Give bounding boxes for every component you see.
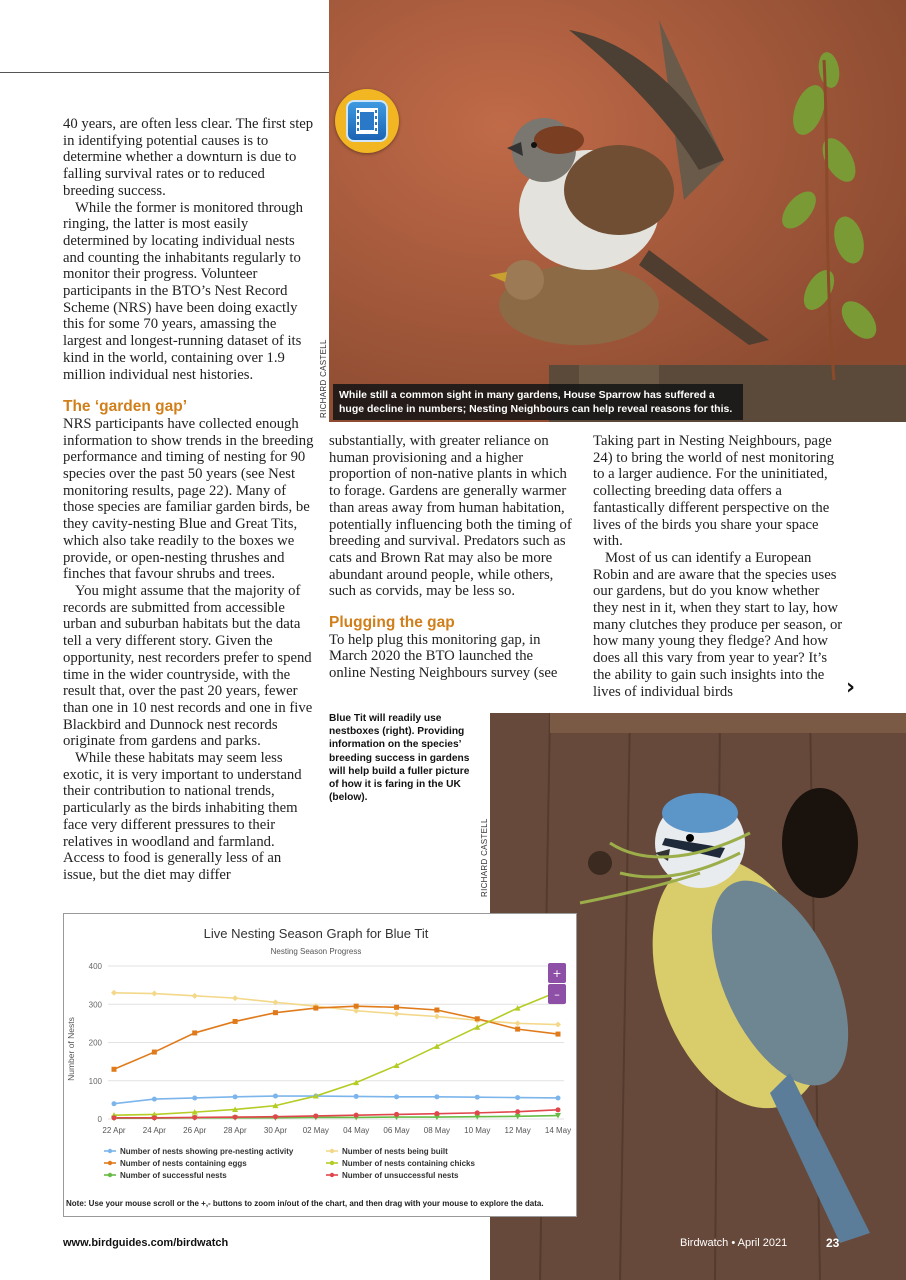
chart-y-tick-label: 0	[97, 1115, 102, 1124]
chart-y-tick-label: 300	[88, 1000, 102, 1010]
chart-note: Note: Use your mouse scroll or the +,- buttons to zoom in/out of the chart, and then drag with your mouse to explore the data.	[66, 1199, 544, 1208]
chart-point-0-3[interactable]	[233, 1094, 238, 1099]
chart-point-5-11[interactable]	[556, 1107, 561, 1112]
legend-marker-0	[108, 1149, 112, 1153]
chart-point-5-8[interactable]	[434, 1111, 439, 1116]
chart-point-1-0[interactable]	[111, 990, 117, 996]
chart-point-5-3[interactable]	[233, 1115, 238, 1120]
chart-x-tick-label: 04 May	[343, 1126, 370, 1135]
chart-point-2-8[interactable]	[434, 1007, 439, 1012]
legend-item-5[interactable]: Number of unsuccessful nests	[342, 1171, 459, 1180]
sparrow-photo-credit: RICHARD CASTELL	[319, 339, 328, 418]
legend-marker-3	[330, 1161, 334, 1165]
chart-x-tick-label: 24 Apr	[142, 1126, 166, 1135]
chart-point-5-6[interactable]	[354, 1113, 359, 1118]
section-heading-garden-gap: The ‘garden gap’	[63, 398, 188, 416]
chart-y-tick-label: 200	[88, 1038, 102, 1048]
article-column-2	[329, 433, 573, 682]
chart-y-tick-label: 400	[88, 962, 102, 971]
chart-point-5-9[interactable]	[475, 1110, 480, 1115]
film-strip-icon	[346, 100, 388, 142]
chart-point-2-4[interactable]	[273, 1010, 278, 1015]
legend-item-1[interactable]: Number of nests being built	[342, 1147, 448, 1156]
chart-x-tick-label: 12 May	[504, 1126, 531, 1135]
chart-point-2-7[interactable]	[394, 1005, 399, 1010]
chart-point-0-4[interactable]	[273, 1094, 278, 1099]
chart-point-1-3[interactable]	[232, 995, 238, 1001]
zoom-out-label: –	[554, 988, 560, 1001]
chart-subtitle: Nesting Season Progress	[270, 947, 362, 956]
chart-point-0-8[interactable]	[434, 1094, 439, 1099]
chart-point-0-1[interactable]	[152, 1097, 157, 1102]
legend-item-4[interactable]: Number of successful nests	[120, 1171, 227, 1180]
chart-point-5-1[interactable]	[152, 1115, 157, 1120]
col2-paragraph-2: To help plug this monitoring gap, in March 2020 the BTO launched the online Nesting Neighbours survey (see	[329, 631, 558, 682]
chart-point-5-0[interactable]	[112, 1115, 117, 1120]
house-sparrow-photo	[329, 0, 906, 422]
chart-point-5-4[interactable]	[273, 1114, 278, 1119]
nesting-season-chart	[63, 913, 577, 1217]
chart-point-2-3[interactable]	[233, 1019, 238, 1024]
chart-point-2-9[interactable]	[475, 1016, 480, 1021]
chart-title: Live Nesting Season Graph for Blue Tit	[203, 926, 429, 941]
sparrow-illustration	[329, 0, 906, 422]
chart-point-2-0[interactable]	[112, 1067, 117, 1072]
zoom-in-label: +	[552, 967, 562, 980]
legend-item-2[interactable]: Number of nests containing eggs	[120, 1159, 247, 1168]
sparrow-caption: While still a common sight in many gardens, House Sparrow has suffered a huge decline in numbers; Nesting Neighbours can help reveal reasons for this.	[333, 384, 743, 420]
chart-svg[interactable]	[64, 914, 576, 1216]
chart-point-1-7[interactable]	[394, 1011, 400, 1017]
chart-point-1-11[interactable]	[555, 1022, 561, 1028]
chart-y-tick-label: 100	[88, 1076, 102, 1086]
col3-paragraph-2: Most of us can identify a European Robin and are aware that the species uses our gardens, but do you know whether they nest in it, when they start to lay, how many clutches they produce per season, or how many young they fledge? And how does all this vary from year to year? It’s the ability to gain such insights into the lives of individual birds	[593, 549, 843, 700]
video-icon[interactable]	[335, 89, 399, 153]
article-column-3	[593, 433, 843, 700]
chart-series-line-0	[114, 1096, 558, 1104]
chart-point-0-2[interactable]	[192, 1095, 197, 1100]
chart-point-2-2[interactable]	[192, 1030, 197, 1035]
chart-point-2-11[interactable]	[556, 1032, 561, 1037]
continue-arrow-icon[interactable]: ›	[846, 675, 856, 700]
legend-marker-5	[330, 1173, 334, 1177]
chart-x-tick-label: 26 Apr	[183, 1126, 207, 1135]
chart-point-0-9[interactable]	[475, 1095, 480, 1100]
page-number: 23	[826, 1236, 840, 1250]
chart-point-5-10[interactable]	[515, 1109, 520, 1114]
chart-point-5-7[interactable]	[394, 1112, 399, 1117]
chart-point-2-1[interactable]	[152, 1050, 157, 1055]
chart-point-0-6[interactable]	[354, 1094, 359, 1099]
chart-point-0-7[interactable]	[394, 1094, 399, 1099]
article-column-1	[63, 116, 315, 884]
chart-point-0-0[interactable]	[112, 1101, 117, 1106]
legend-marker-4	[108, 1173, 112, 1177]
legend-item-3[interactable]: Number of nests containing chicks	[342, 1159, 475, 1168]
chart-x-tick-label: 28 Apr	[223, 1126, 247, 1135]
legend-item-0[interactable]: Number of nests showing pre-nesting activity	[120, 1147, 294, 1156]
chart-series-line-2	[114, 1006, 558, 1069]
section-heading-plugging-gap: Plugging the gap	[329, 614, 455, 632]
chart-point-5-5[interactable]	[313, 1113, 318, 1118]
chart-y-axis-label: Number of Nests	[66, 1017, 76, 1081]
col2-paragraph-1: substantially, with greater reliance on human provisioning and a higher proportion of non-native plants in which to forage. Gardens are generally warmer than areas away from human habitation, potentially influencing both the timing of breeding and survival. Predators such as cats and Brown Rat may also be more abundant around people, while others, such as corvids, may be less so.	[329, 433, 572, 600]
chart-x-tick-label: 30 Apr	[263, 1126, 288, 1135]
chart-x-tick-label: 14 May	[544, 1126, 572, 1135]
chart-point-0-10[interactable]	[515, 1095, 520, 1100]
bluetit-caption: Blue Tit will readily use nestboxes (right). Providing information on the species’ breeding success in gardens will help build a fuller picture of how it is faring in the UK (below).	[329, 713, 470, 804]
zoom-controls	[548, 963, 566, 1004]
legend-marker-2	[108, 1161, 112, 1165]
footer-magazine: Birdwatch • April 2021	[680, 1237, 788, 1249]
chart-point-1-10[interactable]	[515, 1020, 521, 1026]
col3-paragraph-1: Taking part in Nesting Neighbours, page 24) to bring the world of nest monitoring to a larger audience. For the uninitiated, collecting breeding data offers a fantastically different perspective on the lives of the birds you share your space with.	[593, 433, 835, 550]
chart-x-tick-label: 22 Apr	[102, 1126, 126, 1135]
chart-x-tick-label: 10 May	[464, 1126, 491, 1135]
chart-x-tick-label: 02 May	[302, 1126, 329, 1135]
chart-point-1-2[interactable]	[192, 993, 198, 999]
col1-paragraph-3: NRS participants have collected enough information to show trends in the breeding performance and timing of nesting for 90 species over the past 50 years (see Nest monitoring results, page 22). Many of those species are familiar garden birds, be they cavity-nesting Blue and Great Tits, which also take readily to the boxes we provide, or open-nesting thrushes and finches that favour shrubs and trees.	[63, 415, 314, 583]
col1-paragraph-4: You might assume that the majority of records are submitted from accessible urban and suburban habitats but the data tell a very different story. Given the opportunity, nest recorders prefer to spend time in the wider countryside, with the result that, over the past 20 years, fewer than one in 10 nest records and one in five Blackbird and Dunnock nest records originate from gardens and parks.	[63, 582, 313, 750]
col1-paragraph-1: 40 years, are often less clear. The first step in identifying potential causes is to determine whether a downturn is due to falling survival rates or to reduced breeding success.	[63, 116, 314, 199]
chart-point-2-5[interactable]	[313, 1006, 318, 1011]
col1-paragraph-2: While the former is monitored through ringing, the latter is most easily determined by locating individual nests and counting the inhabitants regularly to monitor their progress. Volunteer participants in the BTO’s Nest Record Scheme (NRS) have been doing exactly this for some 70 years, amassing the largest and longest-running dataset of its kind in the world, containing over 1.9 million individual nest histories.	[63, 199, 304, 383]
chart-point-1-1[interactable]	[151, 991, 157, 997]
footer-url[interactable]: www.birdguides.com/birdwatch	[63, 1237, 229, 1249]
bluetit-photo-credit: RICHARD CASTELL	[480, 818, 489, 897]
chart-point-0-11[interactable]	[556, 1095, 561, 1100]
col1-paragraph-5: While these habitats may seem less exotic, it is very important to understand their contribution to national trends, particularly as the birds inhabiting them face very different pressures to their relatives in woodland and farmland. Access to food is generally less of an issue, but the diet may differ	[63, 750, 302, 883]
chart-point-5-2[interactable]	[192, 1115, 197, 1120]
chart-point-2-6[interactable]	[354, 1004, 359, 1009]
chart-point-2-10[interactable]	[515, 1027, 520, 1032]
legend-marker-1	[330, 1149, 334, 1153]
chart-x-tick-label: 08 May	[423, 1126, 451, 1135]
chart-point-1-8[interactable]	[434, 1013, 440, 1019]
chart-x-tick-label: 06 May	[383, 1126, 410, 1135]
